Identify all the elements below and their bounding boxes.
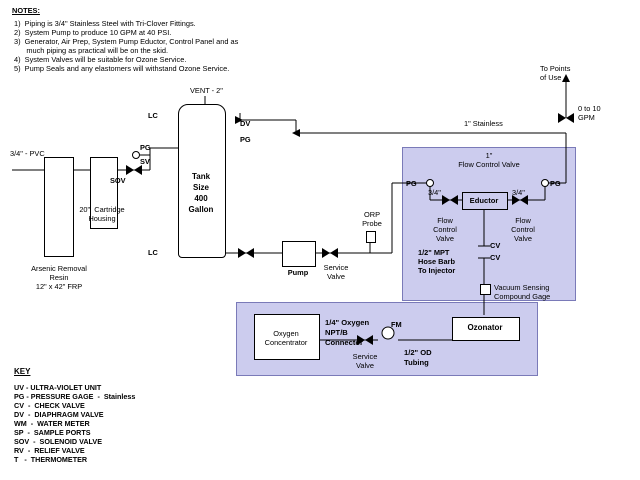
fcv-right-label-line3: Valve bbox=[514, 234, 532, 243]
pump-service-valve-label-line1: Service bbox=[323, 263, 349, 272]
mpt-label-line3: To Injector bbox=[418, 266, 456, 275]
vent-label: VENT - 2" bbox=[190, 86, 223, 95]
oxygen-service-valve-label-line2: Valve bbox=[356, 361, 374, 370]
vacuum-gage-label-line2: Compound Gage bbox=[494, 292, 551, 301]
cv-label-2: CV bbox=[490, 253, 501, 262]
note-item-1: 1) Piping is 3/4" Stainless Steel with Tri-Clover Fittings. bbox=[14, 19, 196, 28]
note-item-4: much piping as practical will be on the skid. bbox=[14, 46, 169, 55]
orp-probe-label-line1: ORP bbox=[363, 210, 380, 219]
key-item-t: T - THERMOMETER bbox=[14, 455, 88, 464]
tank-label-line2: Size bbox=[192, 183, 209, 192]
key-title: KEY bbox=[14, 367, 31, 376]
oxygen-connector-label-line3: Connector bbox=[325, 338, 363, 347]
size-label-right: 3/4" bbox=[512, 188, 525, 197]
arsenic-removal-vessel bbox=[44, 157, 74, 257]
vacuum-sensing-compound-gage bbox=[480, 284, 491, 295]
note-item-3: 3) Generator, Air Prep, System Pump Eductor, Control Panel and as bbox=[14, 37, 239, 46]
cartridge-label-line1: 20" Cartridge bbox=[79, 205, 125, 214]
key-item-rv: RV - RELIEF VALVE bbox=[14, 446, 85, 455]
oxygen-concentrator-label-line1: Oxygen bbox=[273, 329, 299, 338]
orp-probe-label-line2: Probe bbox=[362, 219, 382, 228]
gpm-label-line2: GPM bbox=[578, 113, 595, 122]
lc-label-bottom: LC bbox=[148, 248, 158, 257]
vacuum-gage-label-line1: Vacuum Sensing bbox=[494, 283, 550, 292]
key-item-sov: SOV - SOLENOID VALVE bbox=[14, 437, 102, 446]
key-item-sp: SP - SAMPLE PORTS bbox=[14, 428, 91, 437]
arsenic-label-line2: Resin bbox=[49, 273, 69, 282]
orp-probe bbox=[366, 231, 376, 243]
lc-label-top: LC bbox=[148, 111, 158, 120]
cartridge-label-line2: Housing bbox=[88, 214, 116, 223]
key-item-dv: DV - DIAPHRAGM VALVE bbox=[14, 410, 104, 419]
oxygen-connector-label-line1: 1/4" Oxygen bbox=[325, 318, 370, 327]
key-item-uv: UV - ULTRA-VIOLET UNIT bbox=[14, 383, 102, 392]
inlet-label: 3/4" - PVC bbox=[10, 149, 45, 158]
tank-label-line3: 400 bbox=[194, 194, 208, 203]
dv-label: DV bbox=[240, 119, 251, 128]
notes-title: NOTES: bbox=[12, 6, 40, 15]
sv-label: SV bbox=[140, 157, 150, 166]
fcv-left-label-line3: Valve bbox=[436, 234, 454, 243]
mpt-label-line2: Hose Barb bbox=[418, 257, 455, 266]
pg-label-left-skid: PG bbox=[406, 179, 417, 188]
od-tubing-label-line2: Tubing bbox=[404, 358, 429, 367]
size-label-left: 3/4" bbox=[428, 188, 441, 197]
oxygen-service-valve-label-line1: Service bbox=[352, 352, 378, 361]
fcv-left-label-line1: Flow bbox=[437, 216, 453, 225]
flow-control-valve-top-label-line1: 1" bbox=[485, 151, 493, 160]
pg-label-inlet: PG bbox=[140, 143, 151, 152]
pump-label: Pump bbox=[287, 268, 309, 277]
tank-label-line4: Gallon bbox=[188, 205, 214, 214]
arrow-to-points-of-use bbox=[562, 74, 570, 82]
pg-label-tank-outlet: PG bbox=[240, 135, 251, 144]
arsenic-label-line1: Arsenic Removal bbox=[31, 264, 87, 273]
od-tubing-label-line1: 1/2" OD bbox=[404, 348, 432, 357]
key-item-cv: CV - CHECK VALVE bbox=[14, 401, 85, 410]
ozonator-label: Ozonator bbox=[467, 323, 503, 332]
key-item-pg: PG - PRESSURE GAGE - Stainless bbox=[14, 392, 136, 401]
check-valve-symbols bbox=[478, 246, 490, 258]
pg-label-right-skid: PG bbox=[550, 179, 561, 188]
fm-label: FM bbox=[391, 320, 402, 329]
oxygen-connector-label-line2: NPT/B bbox=[325, 328, 348, 337]
flow-control-valve-top-label-line2: Flow Control Valve bbox=[458, 160, 520, 169]
fcv-right-label-line2: Control bbox=[511, 225, 535, 234]
stainless-line-label: 1" Stainless bbox=[464, 119, 503, 128]
oxygen-concentrator-label-line2: Concentrator bbox=[264, 338, 308, 347]
sov-label: SOV bbox=[110, 176, 126, 185]
system-pump bbox=[282, 241, 316, 267]
fcv-right-label-line1: Flow bbox=[515, 216, 531, 225]
to-points-label-line2: of Use bbox=[540, 73, 562, 82]
pump-service-valve-label-line2: Valve bbox=[327, 272, 345, 281]
note-item-5: 4) System Valves will be suitable for Ozone Service. bbox=[14, 55, 187, 64]
note-item-6: 5) Pump Seals and any elastomers will withstand Ozone Service. bbox=[14, 64, 230, 73]
note-item-2: 2) System Pump to produce 10 GPM at 40 PSI. bbox=[14, 28, 172, 37]
eductor-label: Eductor bbox=[469, 196, 499, 205]
tank-label-line1: Tank bbox=[191, 172, 211, 181]
gpm-label-line1: 0 to 10 bbox=[578, 104, 601, 113]
mpt-label-line1: 1/2" MPT bbox=[418, 248, 450, 257]
cv-label-1: CV bbox=[490, 241, 501, 250]
arsenic-label-line3: 12" x 42" FRP bbox=[35, 282, 83, 291]
fcv-left-label-line2: Control bbox=[433, 225, 457, 234]
key-item-wm: WM - WATER METER bbox=[14, 419, 90, 428]
to-points-label-line1: To Points bbox=[540, 64, 571, 73]
